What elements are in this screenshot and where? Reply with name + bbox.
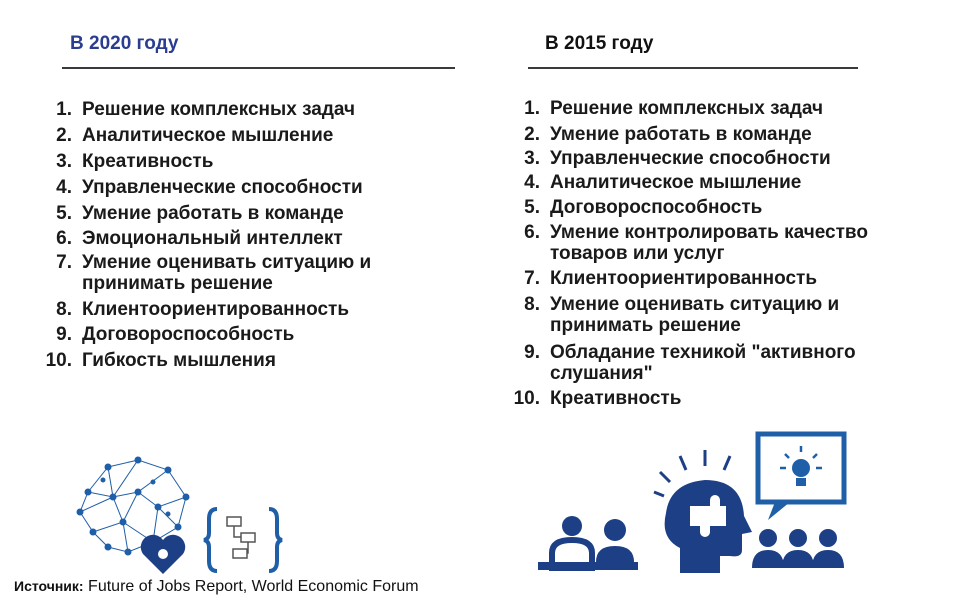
list-item xyxy=(512,197,932,218)
team-idea-icon xyxy=(530,428,850,578)
list-item xyxy=(512,172,932,193)
list-item xyxy=(512,268,932,289)
list-item-number: 2. xyxy=(56,125,72,146)
list-item-text: Умение контролировать качество товаров или услуг xyxy=(550,222,868,264)
list-item xyxy=(512,388,932,409)
list-item xyxy=(44,151,444,172)
list-item-text: Управленческие способности xyxy=(550,148,831,169)
list-item xyxy=(44,228,444,249)
list-item-number: 9. xyxy=(524,342,540,363)
source-caption xyxy=(14,578,419,596)
list-item xyxy=(44,125,444,146)
list-item-number: 10. xyxy=(45,350,72,371)
list-item xyxy=(44,252,444,294)
list-item-number: 1. xyxy=(524,98,540,119)
list-item xyxy=(512,342,932,384)
list-item-number: 4. xyxy=(524,172,540,193)
list-item-text: Креативность xyxy=(82,151,214,172)
list-item-text: Договороспособность xyxy=(82,324,295,345)
list-item-number: 9. xyxy=(56,324,72,345)
list-item-text: Договороспособность xyxy=(550,197,763,218)
list-item-number: 2. xyxy=(524,124,540,145)
list-item xyxy=(44,177,444,198)
list-item-number: 6. xyxy=(56,228,72,249)
list-item-number: 7. xyxy=(56,252,72,273)
list-item-text: Аналитическое мышление xyxy=(82,125,334,146)
list-item xyxy=(512,124,932,145)
list-item xyxy=(44,99,444,120)
list-item xyxy=(512,294,932,336)
list-item-text: Управленческие способности xyxy=(82,177,363,198)
list-item-number: 5. xyxy=(56,203,72,224)
list-item-text: Умение оценивать ситуацию и принимать решение xyxy=(550,294,840,336)
list-item-text: Аналитическое мышление xyxy=(550,172,802,193)
list-item xyxy=(512,98,932,119)
list-item-number: 3. xyxy=(524,148,540,169)
source-text: Future of Jobs Report, World Economic Forum xyxy=(88,578,419,595)
puzzle-heart-icon xyxy=(138,530,188,576)
right-column-title: В 2015 году xyxy=(545,33,654,54)
list-item xyxy=(512,222,932,264)
list-item-number: 3. xyxy=(56,151,72,172)
list-item-text: Умение оценивать ситуацию и принимать решение xyxy=(82,252,372,294)
list-item-number: 10. xyxy=(513,388,540,409)
list-item-text: Клиентоориентированность xyxy=(550,268,818,289)
list-item xyxy=(44,203,444,224)
left-skills-list xyxy=(44,99,444,371)
left-title-divider xyxy=(62,67,455,69)
list-item-text: Решение комплексных задач xyxy=(82,99,356,120)
left-column-title: В 2020 году xyxy=(70,33,179,54)
list-item-text: Эмоциональный интеллект xyxy=(82,228,343,249)
right-title-divider xyxy=(528,67,858,69)
list-item-text: Умение работать в команде xyxy=(550,124,812,145)
list-item-text: Креативность xyxy=(550,388,682,409)
list-item-number: 5. xyxy=(524,197,540,218)
list-item-text: Решение комплексных задач xyxy=(550,98,824,119)
list-item-number: 4. xyxy=(56,177,72,198)
right-skills-list xyxy=(512,98,932,409)
list-item-number: 7. xyxy=(524,268,540,289)
list-item-number: 1. xyxy=(56,99,72,120)
list-item-number: 8. xyxy=(56,299,72,320)
code-braces-icon xyxy=(203,505,283,575)
list-item-text: Умение работать в команде xyxy=(82,203,344,224)
list-item-text: Обладание техникой "активного слушания" xyxy=(550,342,856,384)
list-item-text: Гибкость мышления xyxy=(82,350,276,371)
list-item-text: Клиентоориентированность xyxy=(82,299,350,320)
list-item xyxy=(512,148,932,169)
list-item xyxy=(44,350,444,371)
list-item-number: 8. xyxy=(524,294,540,315)
list-item xyxy=(44,324,444,345)
list-item xyxy=(44,299,444,320)
list-item-number: 6. xyxy=(524,222,540,243)
source-label: Источник: xyxy=(14,578,84,594)
